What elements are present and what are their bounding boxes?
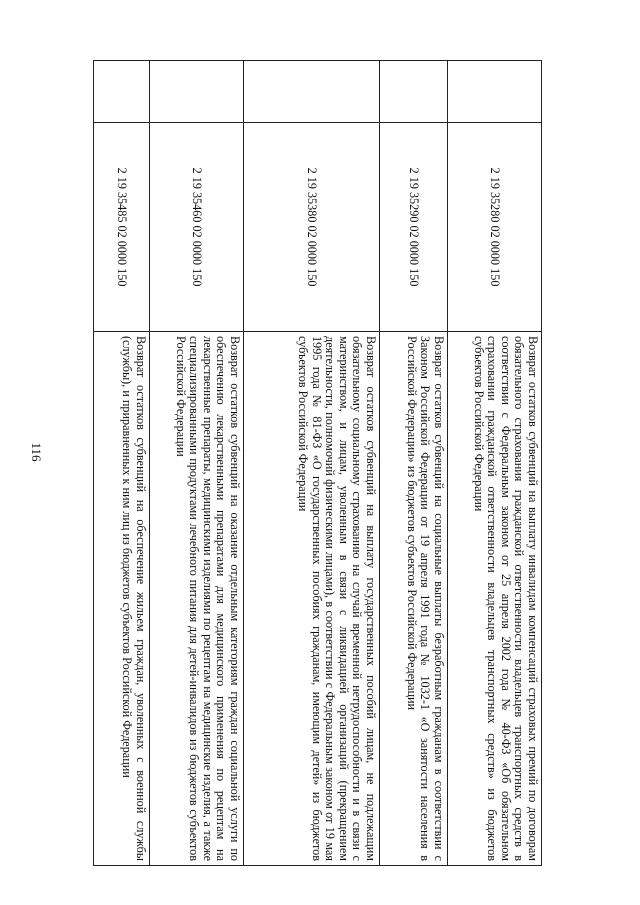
table-row	[150, 61, 244, 866]
empty-cell	[244, 61, 380, 123]
budget-codes-table-wrapper	[94, 60, 640, 861]
budget-description: Возврат остатков субвенций на выплату инвалидам компенсаций страховых премий по договорам обязательного страхования гражданской ответственности владельцев транспортных средств в соответствии с Федеральным законом от 25 апреля 2002 года № 40-ФЗ «Об обязательном страховании гражданской ответственности владельцев транспортных средств» из бюджетов субъектов Российской Федерации	[448, 332, 542, 866]
empty-cell	[380, 61, 448, 123]
table-row	[244, 61, 380, 866]
budget-description: Возврат остатков субвенций на оказание отдельным категориям граждан социальной услуги по обеспечению лекарственными препаратами для медицинского применения по рецептам на лекарственные препараты, медицинскими изделиями по рецептам на медицинские изделия, а также специализированными продуктами лечебного питания для детей-инвалидов из бюджетов субъектов Российской Федерации	[150, 332, 244, 866]
budget-description: Возврат остатков субвенций на социальные выплаты безработным гражданам в соответствии с Законом Российской Федерации от 19 апреля 1991 года № 1032-1 «О занятости населения в Российской Федерации» из бюджетов субъектов Российской Федерации	[380, 332, 448, 866]
empty-cell	[94, 61, 150, 123]
table-row	[94, 61, 150, 866]
empty-cell	[448, 61, 542, 123]
budget-code: 2 19 35280 02 0000 150	[448, 123, 542, 332]
table-row	[380, 61, 448, 866]
budget-code: 2 19 35485 02 0000 150	[94, 123, 150, 332]
budget-code: 2 19 35380 02 0000 150	[244, 123, 380, 332]
budget-description: Возврат остатков субвенций на обеспечение жильем граждан, уволенных с военной службы (службы), и приравненных к ним лиц из бюджетов субъектов Российской Федерации	[94, 332, 150, 866]
budget-code: 2 19 35290 02 0000 150	[380, 123, 448, 332]
budget-code: 2 19 35460 02 0000 150	[150, 123, 244, 332]
rotated-table	[94, 60, 542, 865]
page-number: 116	[29, 442, 44, 462]
table-row	[448, 61, 542, 866]
empty-cell	[150, 61, 244, 123]
budget-codes-table	[93, 60, 542, 866]
budget-description: Возврат остатков субвенций на выплату государственных пособий лицам, не подлежащим обязательному социальному страхованию на случай временной нетрудоспособности и в связи с материнством, и лицам, уволенным в связи с ликвидацией организаций (прекращением деятельности, полномочий физическими лицами), в соответствии с Федеральным законом от 19 мая 1995 года № 81-ФЗ «О государственных пособиях гражданам, имеющим детей» из бюджетов субъектов Российской Федерации	[244, 332, 380, 866]
